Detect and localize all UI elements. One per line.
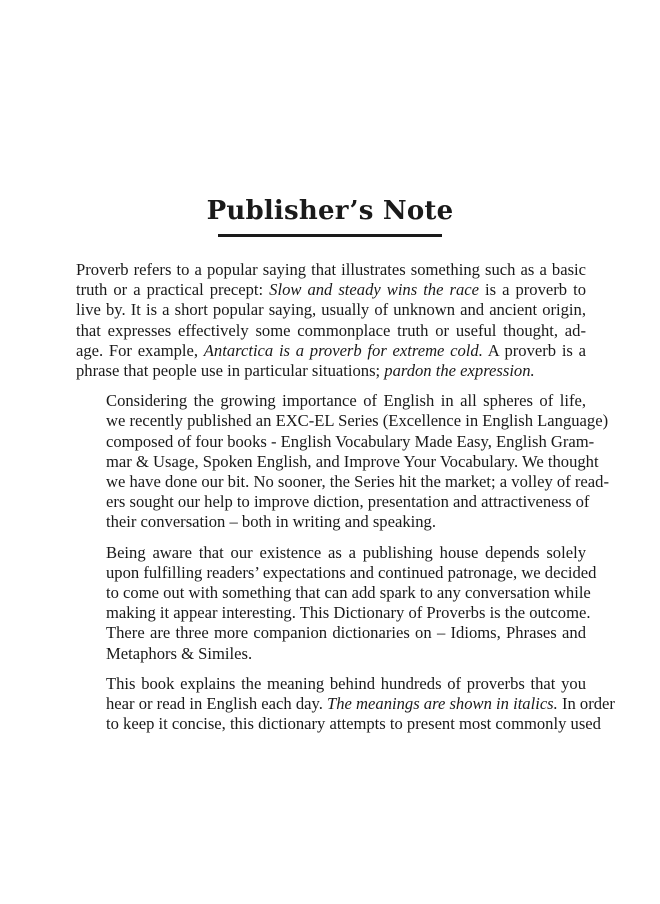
text-line [76, 300, 586, 320]
text-line [76, 623, 586, 643]
page-title: Publisher’s Note [206, 196, 454, 226]
text-line [76, 280, 586, 300]
text-run: mar & Usage, Spoken English, and Improve Your Vocabulary. We thought [106, 451, 599, 471]
text-line [76, 341, 586, 361]
text-run: This book explains the meaning behind hundreds of proverbs that you [106, 673, 586, 693]
text-line [76, 492, 590, 512]
text-line [76, 714, 601, 734]
text-line [76, 451, 599, 472]
text-run: composed of four books - English Vocabulary Made Easy, English Gram- [106, 431, 595, 451]
title-underline [218, 234, 442, 237]
text-run: to keep it concise, this dictionary attempts to present most commonly used [106, 714, 601, 734]
text-run: In order [557, 694, 615, 714]
text-run: live by. It is a short popular saying, usually of unknown and ancient origin, [76, 300, 586, 320]
paragraph [76, 260, 586, 381]
body-text [76, 260, 615, 744]
text-line [76, 411, 609, 431]
text-line [76, 562, 597, 583]
paragraph [76, 673, 615, 735]
text-line [76, 543, 586, 563]
text-line [76, 260, 586, 280]
text-line [76, 472, 609, 492]
text-run: to come out with something that can add spark to any conversation while [106, 583, 591, 603]
text-line [76, 391, 586, 411]
text-run: making it appear interesting. This Dictionary of Proverbs is the outcome. [106, 603, 591, 623]
text-run: ers sought our help to improve diction, presentation and attractiveness of [106, 492, 590, 512]
text-run: There are three more companion dictionaries on – Idioms, Phrases and [106, 623, 586, 643]
text-line [76, 583, 591, 603]
text-run: Considering the growing importance of English in all spheres of life, [106, 391, 586, 411]
text-run: that expresses effectively some commonplace truth or useful thought, ad- [76, 320, 586, 340]
text-run: Proverb refers to a popular saying that illustrates something such as a basic [76, 260, 586, 279]
text-run: we have done our bit. No sooner, the Series hit the market; a volley of read- [106, 472, 609, 492]
text-line [76, 512, 586, 532]
text-run: age. For example, [76, 340, 204, 360]
text-run: is a proverb to [478, 280, 586, 300]
italic-phrase: The meanings are shown in italics. [327, 694, 558, 714]
text-line [76, 603, 591, 623]
text-run: upon fulfilling readers’ expectations and continued patronage, we decided [106, 562, 597, 582]
text-line [76, 431, 595, 452]
text-run: Metaphors & Similes. [106, 643, 253, 663]
text-run: their conversation – both in writing and speaking. [106, 512, 436, 532]
paragraph [76, 542, 597, 664]
text-run: Being aware that our existence as a publishing house depends solely [106, 542, 586, 562]
italic-phrase: pardon the expression. [384, 361, 535, 381]
paragraph [76, 391, 609, 532]
text-run: we recently published an EXC-EL Series (Excellence in English Language) [106, 411, 609, 431]
italic-phrase: Slow and steady wins the race [269, 280, 479, 300]
text-run: truth or a practical precept: [76, 280, 270, 300]
italic-phrase: Antarctica is a proverb for extreme cold. [203, 340, 483, 360]
text-line [76, 321, 586, 341]
text-line [76, 644, 586, 664]
text-run: A proverb is a [482, 340, 586, 360]
text-line [76, 361, 586, 381]
text-line [76, 694, 615, 714]
text-run: hear or read in English each day. [106, 694, 328, 714]
text-run: phrase that people use in particular situations; [76, 361, 385, 381]
text-line [76, 674, 586, 694]
